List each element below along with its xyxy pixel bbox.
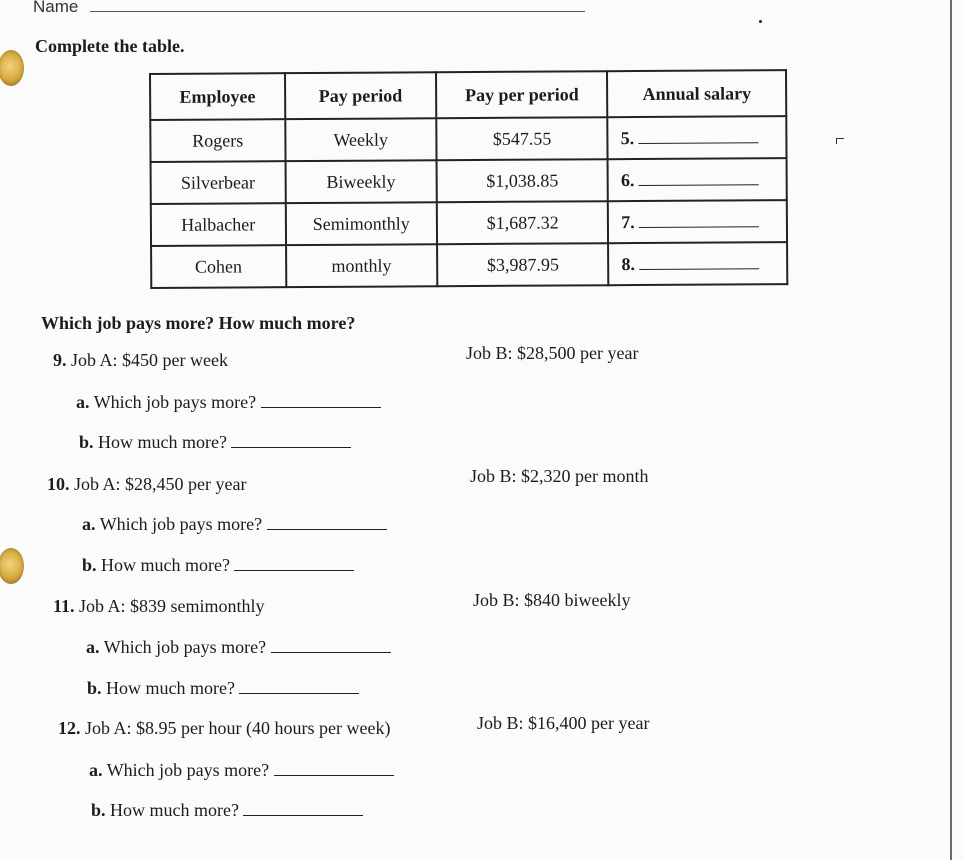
question-9a xyxy=(76,392,381,413)
page-edge xyxy=(950,0,952,860)
answer-blank[interactable] xyxy=(261,407,381,408)
question-12a xyxy=(89,760,394,781)
employee-cell: Silverbear xyxy=(151,161,286,204)
part-label: b. xyxy=(91,800,106,820)
job-a-offer: Job A: $450 per week xyxy=(71,350,228,370)
question-number: 9. xyxy=(53,350,67,370)
annual-salary-blank[interactable] xyxy=(639,142,759,144)
job-b-offer: Job B: $840 biweekly xyxy=(473,590,631,610)
job-a-offer: Job A: $839 semimonthly xyxy=(79,596,265,616)
answer-blank[interactable] xyxy=(234,570,354,571)
question-10a xyxy=(82,514,387,535)
question-9 xyxy=(53,350,228,371)
part-label: b. xyxy=(87,678,102,698)
part-text: Which job pays more? xyxy=(93,392,257,412)
question-11b xyxy=(87,678,359,699)
header-annual-salary: Annual salary xyxy=(607,70,786,117)
question-12 xyxy=(58,718,390,739)
employee-cell: Rogers xyxy=(150,119,285,162)
pay-per-period-cell: $1,038.85 xyxy=(437,159,608,202)
part-text: How much more? xyxy=(101,555,230,575)
annual-salary-blank[interactable] xyxy=(640,268,760,270)
job-b-offer: Job B: $2,320 per month xyxy=(470,466,649,486)
answer-blank[interactable] xyxy=(271,652,391,653)
speck xyxy=(759,20,762,23)
annual-salary-blank[interactable] xyxy=(639,184,759,186)
answer-blank[interactable] xyxy=(231,447,351,448)
question-12b xyxy=(91,800,363,821)
instruction-which-job: Which job pays more? How much more? xyxy=(41,313,356,333)
part-text: Which job pays more? xyxy=(99,514,263,534)
answer-blank[interactable] xyxy=(274,775,394,776)
answer-blank[interactable] xyxy=(239,693,359,694)
speck xyxy=(836,138,844,139)
part-label: b. xyxy=(79,432,94,452)
table-row xyxy=(151,200,787,246)
pay-table xyxy=(149,69,788,289)
question-9b xyxy=(79,432,351,453)
job-b-offer: Job B: $28,500 per year xyxy=(466,343,639,363)
part-label: a. xyxy=(86,637,100,657)
problem-number: 6. xyxy=(620,169,635,190)
part-text: How much more? xyxy=(106,678,235,698)
part-text: How much more? xyxy=(98,432,227,452)
binder-hole-middle xyxy=(0,548,24,584)
question-10 xyxy=(47,474,246,495)
part-text: Which job pays more? xyxy=(103,637,267,657)
question-number: 10. xyxy=(47,474,70,494)
part-text: How much more? xyxy=(110,800,239,820)
pay-period-cell: monthly xyxy=(286,244,438,287)
part-label: b. xyxy=(82,555,97,575)
part-label: a. xyxy=(76,392,90,412)
answer-blank[interactable] xyxy=(243,815,363,816)
part-text: Which job pays more? xyxy=(106,760,270,780)
table-header-row xyxy=(150,70,786,120)
annual-salary-cell xyxy=(608,200,787,243)
binder-hole-top xyxy=(0,50,24,86)
pay-period-cell: Weekly xyxy=(285,118,437,161)
pay-per-period-cell: $3,987.95 xyxy=(437,243,608,286)
employee-cell: Cohen xyxy=(151,245,286,288)
annual-salary-cell xyxy=(608,242,787,285)
speck xyxy=(836,138,837,144)
name-label: Name xyxy=(33,0,79,16)
annual-salary-cell xyxy=(608,158,787,201)
table-row xyxy=(151,158,787,204)
question-10b xyxy=(82,555,354,576)
name-field[interactable] xyxy=(90,11,585,12)
answer-blank[interactable] xyxy=(267,529,387,530)
header-pay-period: Pay period xyxy=(285,72,437,119)
problem-number: 5. xyxy=(620,127,635,148)
pay-per-period-cell: $1,687.32 xyxy=(437,201,608,244)
pay-period-cell: Semimonthly xyxy=(285,202,437,245)
employee-cell: Halbacher xyxy=(151,203,286,246)
pay-per-period-cell: $547.55 xyxy=(436,117,607,160)
question-11a xyxy=(86,637,391,658)
annual-salary-cell xyxy=(608,116,787,159)
header-employee: Employee xyxy=(150,73,285,120)
part-label: a. xyxy=(82,514,96,534)
header-pay-per-period: Pay per period xyxy=(436,71,607,118)
instruction-complete-table: Complete the table. xyxy=(35,36,185,56)
problem-number: 8. xyxy=(621,253,636,274)
question-number: 12. xyxy=(58,718,81,738)
table-row xyxy=(150,116,786,162)
problem-number: 7. xyxy=(621,211,635,232)
table-row xyxy=(151,242,787,288)
question-11 xyxy=(53,596,265,617)
pay-period-cell: Biweekly xyxy=(285,160,437,203)
job-a-offer: Job A: $28,450 per year xyxy=(74,474,247,494)
job-b-offer: Job B: $16,400 per year xyxy=(477,713,650,733)
question-number: 11. xyxy=(53,596,75,616)
job-a-offer: Job A: $8.95 per hour (40 hours per week) xyxy=(85,718,391,738)
part-label: a. xyxy=(89,760,103,780)
annual-salary-blank[interactable] xyxy=(639,226,759,228)
